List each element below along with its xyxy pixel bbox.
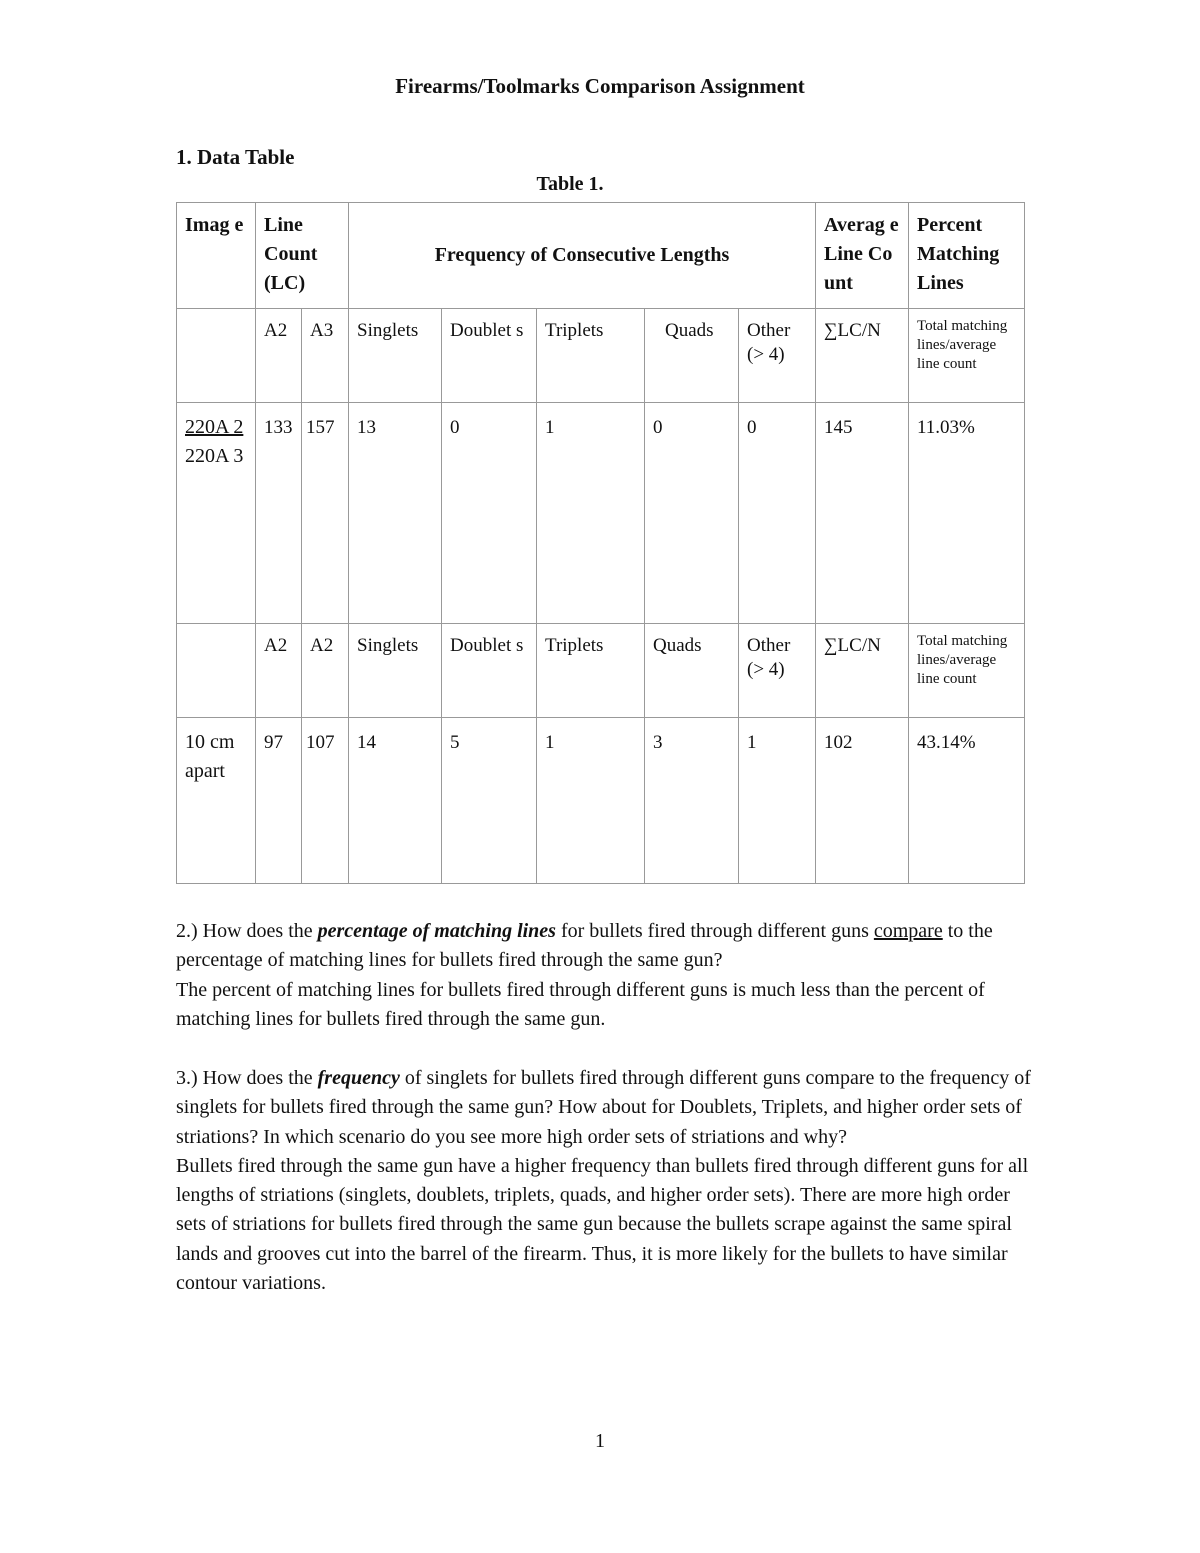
subheader-cell: ∑LC/N: [816, 624, 909, 718]
header-percent: Percent Matching Lines: [909, 203, 1025, 309]
section-heading: 1. Data Table: [176, 145, 295, 169]
question-text: for bullets fired through different guns: [555, 920, 874, 942]
question-text: of singlets for bullets fired through different guns compare to the frequency of singlets for bullets fired through the same gun? How about for Doublets, Triplets, and higher order sets of striations? In which scenario do you see more high order sets of striations and why?: [176, 1067, 1031, 1148]
question-text: 2.) How does the: [176, 920, 318, 942]
subheader-cell: A2: [256, 624, 302, 718]
table-cell: 133: [256, 403, 302, 624]
answer-text: Bullets fired through the same gun have a higher frequency than bullets fired through different guns for all lengths of striations (singlets, doublets, triplets, quads, and higher order sets). There are more high order sets of striations for bullets fired through the same gun because the bullets scrape against the same spiral lands and grooves cut into the barrel of the firearm. Thus, it is more likely for the bullets to have similar contour variations.: [176, 1154, 1029, 1295]
subheader-cell: [177, 309, 256, 403]
document-title: Firearms/Toolmarks Comparison Assignment: [395, 74, 805, 98]
subheader-cell: A2: [302, 624, 349, 718]
image-cell: 10 cm apart: [177, 718, 256, 884]
subheader-cell: Quads: [645, 309, 739, 403]
table-cell: 0: [645, 403, 739, 624]
subheader-cell: Triplets: [537, 624, 645, 718]
header-image: Imag e: [177, 203, 256, 309]
table-row: [177, 403, 1025, 624]
table-cell: 145: [816, 403, 909, 624]
table-cell: 43.14%: [909, 718, 1025, 884]
table-cell: 11.03%: [909, 403, 1025, 624]
table-cell: 97: [256, 718, 302, 884]
table-cell: 102: [816, 718, 909, 884]
subheader-cell: Singlets: [349, 309, 442, 403]
subheader-cell: ∑LC/N: [816, 309, 909, 403]
table-cell: 0: [739, 403, 816, 624]
subheader-cell: Quads: [645, 624, 739, 718]
header-average: Averag e Line Count: [816, 203, 909, 309]
image-label: 220A 3: [185, 445, 244, 467]
header-row: [177, 203, 1025, 309]
subheader-cell: A3: [302, 309, 349, 403]
emphasis-text: frequency: [317, 1067, 400, 1089]
question-2: [176, 917, 1036, 1034]
question-text: to the percentage of matching lines for bullets fired through the same gun?: [176, 920, 993, 972]
emphasis-text: percentage of matching lines: [317, 920, 556, 942]
underlined-text: compare: [873, 920, 943, 942]
answer-text: The percent of matching lines for bullets fired through different guns is much less than the percent of matching lines for bullets fired through the same gun.: [176, 978, 985, 1030]
table-caption: Table 1.: [536, 173, 604, 195]
subheader-cell: Doublet s: [442, 309, 537, 403]
page-number: 1: [595, 1430, 605, 1452]
question-3: [176, 1064, 1036, 1298]
data-table: [176, 202, 1025, 884]
subheader-cell: Doublet s: [442, 624, 537, 718]
table-cell: 157: [302, 403, 349, 624]
subheader-cell: Other (> 4): [739, 309, 816, 403]
table-cell: 3: [645, 718, 739, 884]
header-line-count: Line Count (LC): [256, 203, 349, 309]
table-cell: 107: [302, 718, 349, 884]
image-cell: [177, 403, 256, 624]
subheader-cell: Singlets: [349, 624, 442, 718]
question-text: 3.) How does the: [176, 1067, 318, 1089]
table-cell: 0: [442, 403, 537, 624]
subheader-cell: Total matching lines/average line count: [909, 624, 1025, 718]
table-cell: 14: [349, 718, 442, 884]
subheader-cell: A2: [256, 309, 302, 403]
subheader-row: [177, 309, 1025, 403]
subheader-cell: Other (> 4): [739, 624, 816, 718]
table-cell: 1: [739, 718, 816, 884]
table-cell: 13: [349, 403, 442, 624]
table-row: [177, 718, 1025, 884]
table-cell: 1: [537, 718, 645, 884]
subheader-cell: Total matching lines/average line count: [909, 309, 1025, 403]
subheader-cell: [177, 624, 256, 718]
subheader-cell: Triplets: [537, 309, 645, 403]
header-frequency: Frequency of Consecutive Lengths: [349, 203, 816, 309]
subheader-row: [177, 624, 1025, 718]
image-label: 220A 2: [185, 416, 244, 438]
table-cell: 1: [537, 403, 645, 624]
table-cell: 5: [442, 718, 537, 884]
